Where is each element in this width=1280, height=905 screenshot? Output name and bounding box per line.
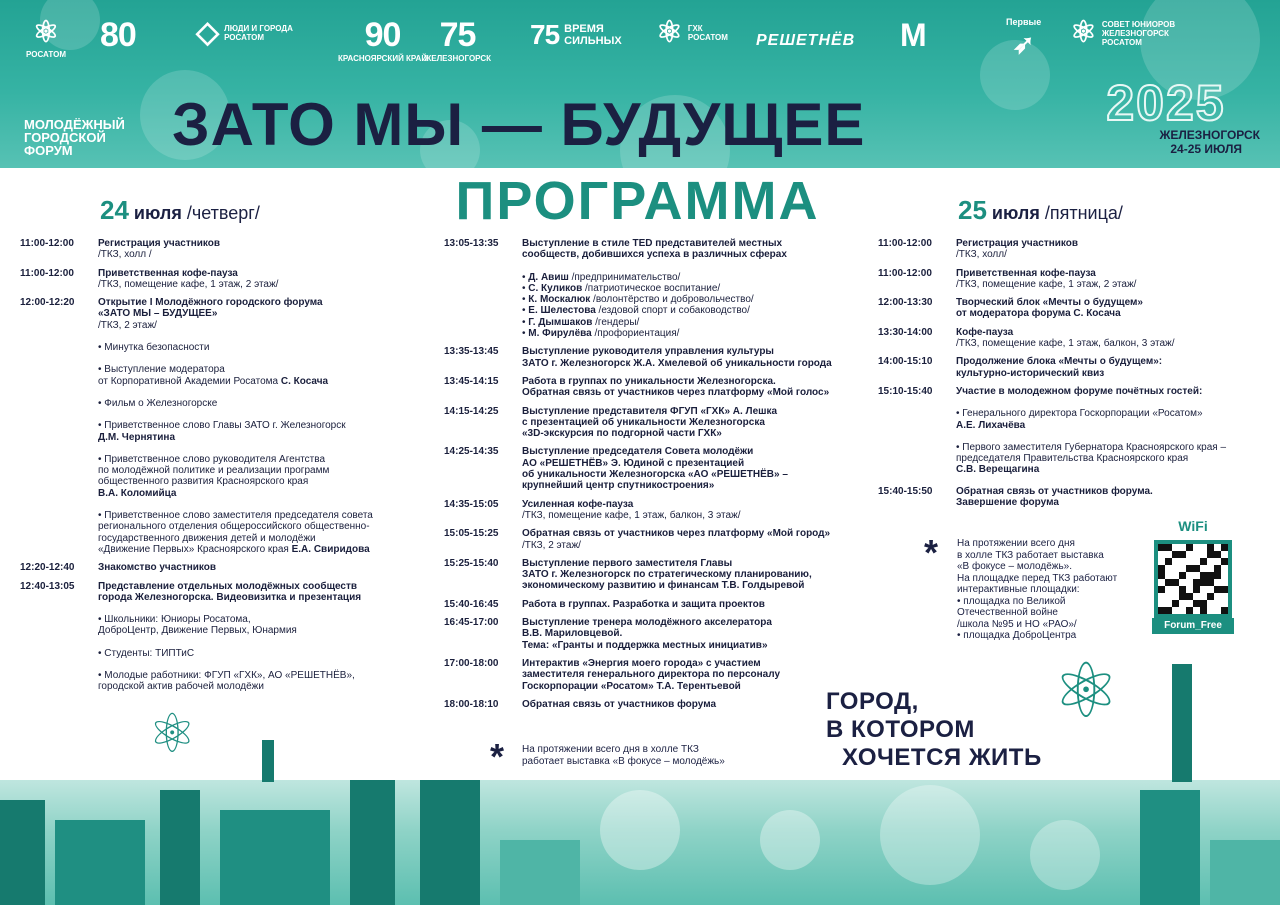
list-item: • Приветственное слово Главы ЗАТО г. Железногорск Д.М. Чернятина <box>98 420 346 443</box>
list-item: • Школьники: Юниоры Росатома, ДоброЦентр, Движение Первых, Юнармия <box>98 614 297 637</box>
krasnoyarsk-90-logo: 90 КРАСНОЯРСКИЙ КРАЙ <box>338 16 428 63</box>
partner-logos <box>0 8 1280 78</box>
zheleznogorsk-75-logo: 75 ЖЕЛЕЗНОГОРСК <box>424 16 491 63</box>
asterisk-icon: * <box>490 736 505 777</box>
year-label: 2025 <box>1106 75 1226 131</box>
list-item: • Приветственное слово заместителя председателя совета регионального отделения общероссийского общественно- государственного движения детей и молодёжи «Движение Первых» Красноярского края Е.А. Свиридова <box>98 510 373 555</box>
schedule-item: 13:05-13:35 Выступление в стиле TED представителей местных сообществ, добившихся успеха в различных сферах • Д. Авиш /предпринимательство/ • С. Куликов /патриотическое воспитание/ • К. Москалюк /волонтёрство и добровольчество/ • Е. Шелестова /ездовой спорт и собаководство/ • Г. Дымшаков /гендеры/ • М. Фирулёва /профориентация/ <box>444 238 864 339</box>
exhibition-note: На протяжении всего дня в холле ТКЗ работает выставка «В фокусе – молодёжь». На площадке перед ТКЗ работают интерактивные площадки: • площадка по Великой Отечественной войне /школа №95 и НО «РАО»/ • площадка ДоброЦентра <box>957 538 1118 641</box>
schedule-item: 13:30-14:00 Кофе-пауза /ТКЗ, помещение кафе, 1 этаж, балкон, 3 этаж/ <box>878 326 1175 350</box>
speaker-item: • М. Фирулёва /профориентация/ <box>522 328 680 340</box>
list-item: • Генерального директора Госкорпорации «Росатом» А.Е. Лихачёва <box>956 408 1203 431</box>
schedule-item: 12:40-13:05 Представление отдельных молодёжных сообществ города Железногорска. Видеовизитка и презентация • Школьники: Юниоры Росатома, ДоброЦентр, Движение Первых, Юнармия • Студенты: ТИПТиС • Молодые работники: ФГУП «ГХК», АО «РЕШЕТНЁВ», городской актив рабочей молодёжи <box>20 581 415 693</box>
place-label: ЖЕЛЕЗНОГОРСК <box>1159 128 1260 142</box>
first-movement-logo: Первые ➶ <box>1006 17 1042 59</box>
atom-icon: ⚛ <box>1052 649 1121 734</box>
schedule-item: 15:10-15:40 Участие в молодежном форуме почётных гостей: • Генерального директора Госкорпорации «Росатом» А.Е. Лихачёва • Первого заместителя Губернатора Красноярского края – председателя Правительства Красноярского края С.В. Верещагина <box>878 386 1268 476</box>
schedule-item: 15:05-15:25 Обратная связь от участников через платформу «Мой город» /ТКЗ, 2 этаж/ <box>444 528 831 551</box>
tower-spire <box>1172 664 1192 782</box>
arrow-icon: ➶ <box>1012 29 1035 59</box>
list-item: • Минутка безопасности <box>98 342 210 354</box>
schedule-item: 14:00-15:10 Продолжение блока «Мечты о будущем»: культурно-исторический квиз <box>878 356 1163 379</box>
tower-spire <box>262 740 274 782</box>
day2-column <box>878 238 1268 515</box>
schedule-item: 15:40-15:50 Обратная связь от участников форума. Завершение форума <box>878 485 1153 509</box>
schedule-item: 17:00-18:00 Интерактив «Энергия моего города» с участием заместителя генерального директора по персоналу Госкорпорации «Росатом» Т.А. Терентьевой <box>444 657 781 692</box>
schedule-item: 16:45-17:00 Выступление тренера молодёжного акселератора В.В. Мариловцевой. Тема: «Гранты и поддержка местных инициатив» <box>444 617 772 651</box>
schedule-item: 13:35-13:45 Выступление руководителя управления культуры ЗАТО г. Железногорск Ж.А. Хмелевой об уникальности города <box>444 346 832 369</box>
schedule-item: 15:25-15:40 Выступление первого заместителя Главы ЗАТО г. Железногорск по стратегическому планированию, экономическому развитию и финансам Т.В. Голдыревой <box>444 557 812 592</box>
schedule-item: 11:00-12:00 Приветственная кофе-пауза /ТКЗ, помещение кафе, 1 этаж, 2 этаж/ <box>878 267 1137 290</box>
schedule-item: 12:00-12:20 Открытие I Молодёжного городского форума «ЗАТО МЫ – БУДУЩЕЕ» /ТКЗ, 2 этаж/ • Минутка безопасности • Выступление модератора от Корпоративной Академии Росатома С. Косача • Фильм о Железногорске • Приветственное слово Главы ЗАТО г. Железногорск Д.М. Чернятина • Приветственное слово руководителя Агентства по молодёжной политике и реализации программ общественного развития Красноярского края В.А. Коломийца • Приветственное слово заместителя председателя совета регионального отделения общероссийского общественно- государственного движения детей и молодёжи «Движение Первых» Красноярского края Е.А. Свиридова <box>20 297 415 555</box>
people-cities-logo: ◇ ЛЮДИ И ГОРОДА РОСАТОМ <box>196 16 293 49</box>
schedule-item: 18:00-18:10 Обратная связь от участников форума <box>444 698 717 710</box>
diamond-icon: ◇ <box>196 16 220 49</box>
list-item: • Выступление модератора от Корпоративной Академии Росатома С. Косача <box>98 364 329 387</box>
rosatom-logo: ⚛ РОСАТОМ <box>26 16 66 59</box>
cityscape-footer <box>0 780 1280 905</box>
wifi-label: WiFi <box>1178 518 1208 534</box>
ghk-logo: ⚛ ГХК РОСАТОМ <box>656 16 728 49</box>
m-letter-icon: M <box>900 17 926 53</box>
schedule-item: 13:45-14:15 Работа в группах по уникальности Железногорска. Обратная связь от участников через платформу «Мой голос» <box>444 375 830 399</box>
day2-header: 25 июля /пятница/ <box>958 195 1123 225</box>
schedule-item: 12:00-13:30 Творческий блок «Мечты о будущем» от модератора форума С. Косача <box>878 297 1143 320</box>
schedule-item: 11:00-12:00 Регистрация участников /ТКЗ, холл / <box>20 238 221 261</box>
dates-label: 24-25 ИЮЛЯ <box>1170 142 1242 156</box>
list-item: • Фильм о Железногорске <box>98 397 218 409</box>
eighty-logo: 80 <box>100 16 136 54</box>
reshetnev-logo: РЕШЕТНЁВ <box>756 32 856 49</box>
schedule-item: 14:15-14:25 Выступление представителя ФГУП «ГХК» А. Лешка с презентацией об уникальности Железногорска «3D-экскурсия по подгорной части ГХК» <box>444 405 778 440</box>
speaker-item: • Д. Авиш /предпринимательство/ <box>522 271 681 283</box>
exhibition-note: На протяжении всего дня в холле ТКЗ работает выставка «В фокусе – молодёжь» <box>522 744 725 767</box>
list-item: • Приветственное слово руководителя Агентства по молодёжной политике и реализации программ общественного развития Красноярского края В.А. Коломийца <box>98 453 330 499</box>
juniors-council-logo: ⚛ СОВЕТ ЮНИОРОВ ЖЕЛЕЗНОГОРСК РОСАТОМ <box>1070 16 1176 49</box>
speaker-item: • Г. Дымшаков /гендеры/ <box>522 316 640 328</box>
atom-icon: ⚛ <box>656 16 683 49</box>
day1-column <box>20 238 415 700</box>
schedule-item: 14:35-15:05 Усиленная кофе-пауза /ТКЗ, помещение кафе, 1 этаж, балкон, 3 этаж/ <box>444 498 741 521</box>
day1-middle-column <box>444 238 864 717</box>
qr-code[interactable] <box>1154 540 1232 618</box>
wifi-network-name: Forum_Free <box>1152 618 1234 634</box>
atom-icon: ⚛ <box>32 16 60 49</box>
atom-icon: ⚛ <box>148 704 197 764</box>
speaker-item: • Е. Шелестова /ездовой спорт и собаководство/ <box>522 305 750 317</box>
schedule-item: 12:20-12:40 Знакомство участников <box>20 562 217 574</box>
list-item: • Первого заместителя Губернатора Красноярского края – председателя Правительства Красноярского края С.В. Верещагина <box>956 441 1227 476</box>
atom-icon: ⚛ <box>1070 16 1097 49</box>
schedule-item: 11:00-12:00 Приветственная кофе-пауза /ТКЗ, помещение кафе, 1 этаж, 2 этаж/ <box>20 267 279 290</box>
youth-council-logo <box>900 18 926 52</box>
list-item: • Молодые работники: ФГУП «ГХК», АО «РЕШЕТНЁВ», городской актив рабочей молодёжи <box>98 670 355 693</box>
asterisk-icon: * <box>924 532 939 573</box>
list-item: • Студенты: ТИПТиС <box>98 647 195 659</box>
header-banner <box>0 0 1280 168</box>
seventy-five-icon: 75 <box>530 19 560 50</box>
forum-label: МОЛОДЁЖНЫЙ ГОРОДСКОЙ ФОРУМ <box>24 117 125 158</box>
speaker-item: • К. Москалюк /волонтёрство и добровольчество/ <box>522 294 754 306</box>
strong-time-logo: 75 ВРЕМЯ СИЛЬНЫХ <box>530 19 622 50</box>
slogan: ГОРОД, В КОТОРОМ ХОЧЕТСЯ ЖИТЬ <box>826 688 1042 771</box>
schedule-item: 11:00-12:00 Регистрация участников /ТКЗ, холл/ <box>878 238 1079 261</box>
page-title: ЗАТО МЫ — БУДУЩЕЕ <box>172 91 866 158</box>
day1-header: 24 июля /четверг/ <box>100 195 260 225</box>
schedule-item: 14:25-14:35 Выступление председателя Совета молодёжи АО «РЕШЕТНЁВ» Э. Юдиной с презентацией об уникальности Железногорска «АО «РЕШЕТНЁВ» – крупнейший центр спутникостроения» <box>444 446 788 492</box>
schedule-item: 15:40-16:45 Работа в группах. Разработка и защита проектов <box>444 598 765 610</box>
wifi-qr-block <box>1152 508 1234 634</box>
program-title: ПРОГРАММА <box>455 171 820 231</box>
speaker-item: • С. Куликов /патриотическое воспитание/ <box>522 282 721 294</box>
